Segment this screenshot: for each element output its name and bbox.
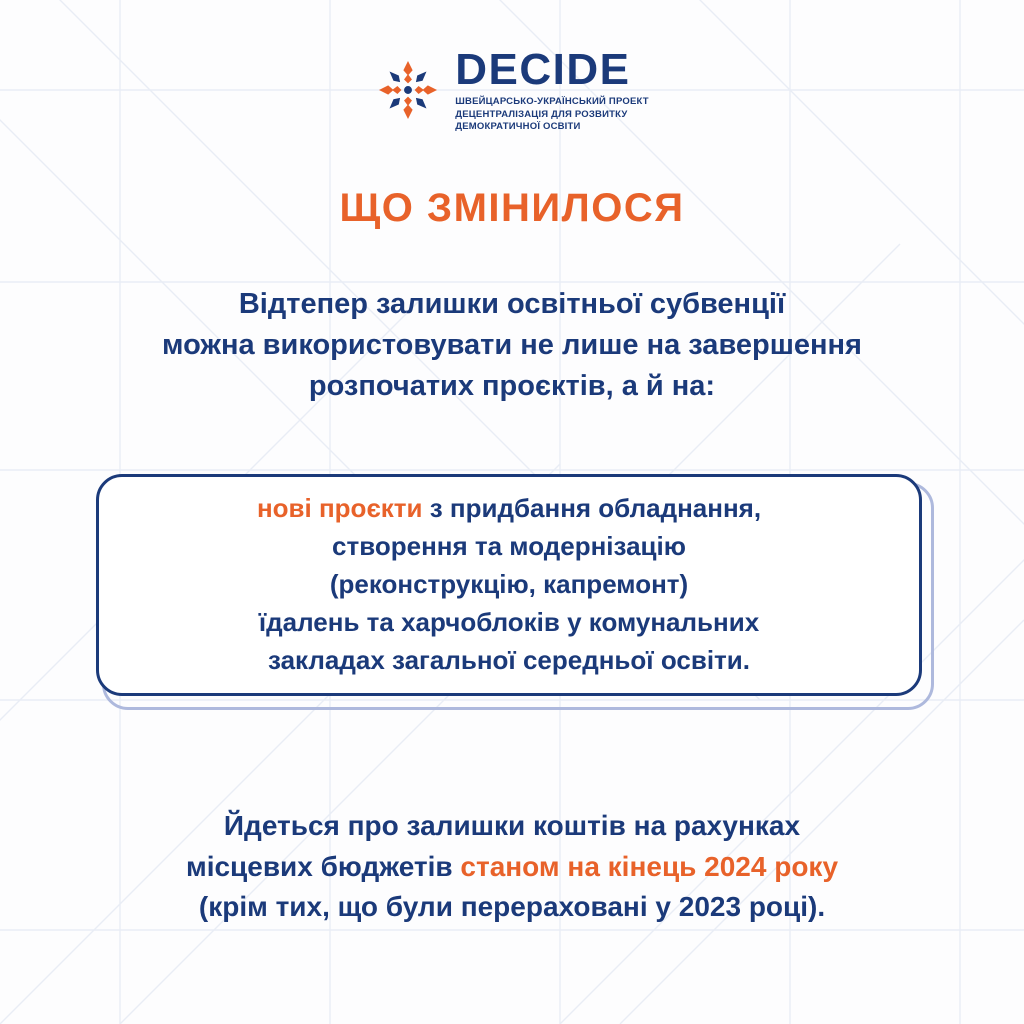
card-line-5: закладах загальної середньої освіти.	[268, 644, 750, 675]
highlight-card-container	[96, 474, 928, 704]
logo	[0, 45, 1024, 133]
card-line-3: (реконструкцію, капремонт)	[329, 569, 689, 600]
intro-line-3: розпочатих проєктів, а й на:	[308, 370, 716, 403]
intro-line-1: Відтепер залишки освітньої субвенції	[238, 288, 786, 320]
logo-subtitle-line2: ДЕЦЕНТРАЛІЗАЦІЯ ДЛЯ РОЗВИТКУ ДЕМОКРАТИЧНОЇ ОСВІТИ	[455, 109, 628, 132]
intro-paragraph	[72, 284, 952, 408]
card-line-1	[257, 490, 761, 528]
card-line-2: створення та модернізацію	[332, 531, 686, 562]
logo-wordmark: DECIDE	[455, 45, 631, 94]
card-line-1-rest: з придбання обладнання,	[422, 493, 762, 524]
footer-line-1: Йдеться про залишки коштів на рахунках	[223, 810, 801, 841]
page-title: ЩО ЗМІНИЛОСЯ	[339, 186, 685, 230]
highlight-card-text	[231, 490, 787, 680]
footer-line-2	[72, 847, 952, 888]
decide-snowflake-mark-icon	[375, 57, 441, 123]
card-line-1-accent: нові проєкти	[256, 493, 423, 524]
footer-note	[72, 806, 952, 928]
footer-line-3: (крім тих, що були перераховані у 2023 році).	[198, 891, 826, 923]
logo-subtitle-line1: ШВЕЙЦАРСЬКО-УКРАЇНСЬКИЙ ПРОЕКТ	[455, 96, 649, 107]
card-line-4: їдалень та харчоблоків у комунальних	[258, 606, 760, 637]
footer-line-2-plain: місцевих бюджетів	[185, 850, 461, 882]
intro-line-2: можна використовувати не лише на завершення	[162, 329, 862, 362]
footer-line-2-accent: станом на кінець 2024 року	[460, 850, 839, 882]
highlight-card	[96, 474, 922, 696]
